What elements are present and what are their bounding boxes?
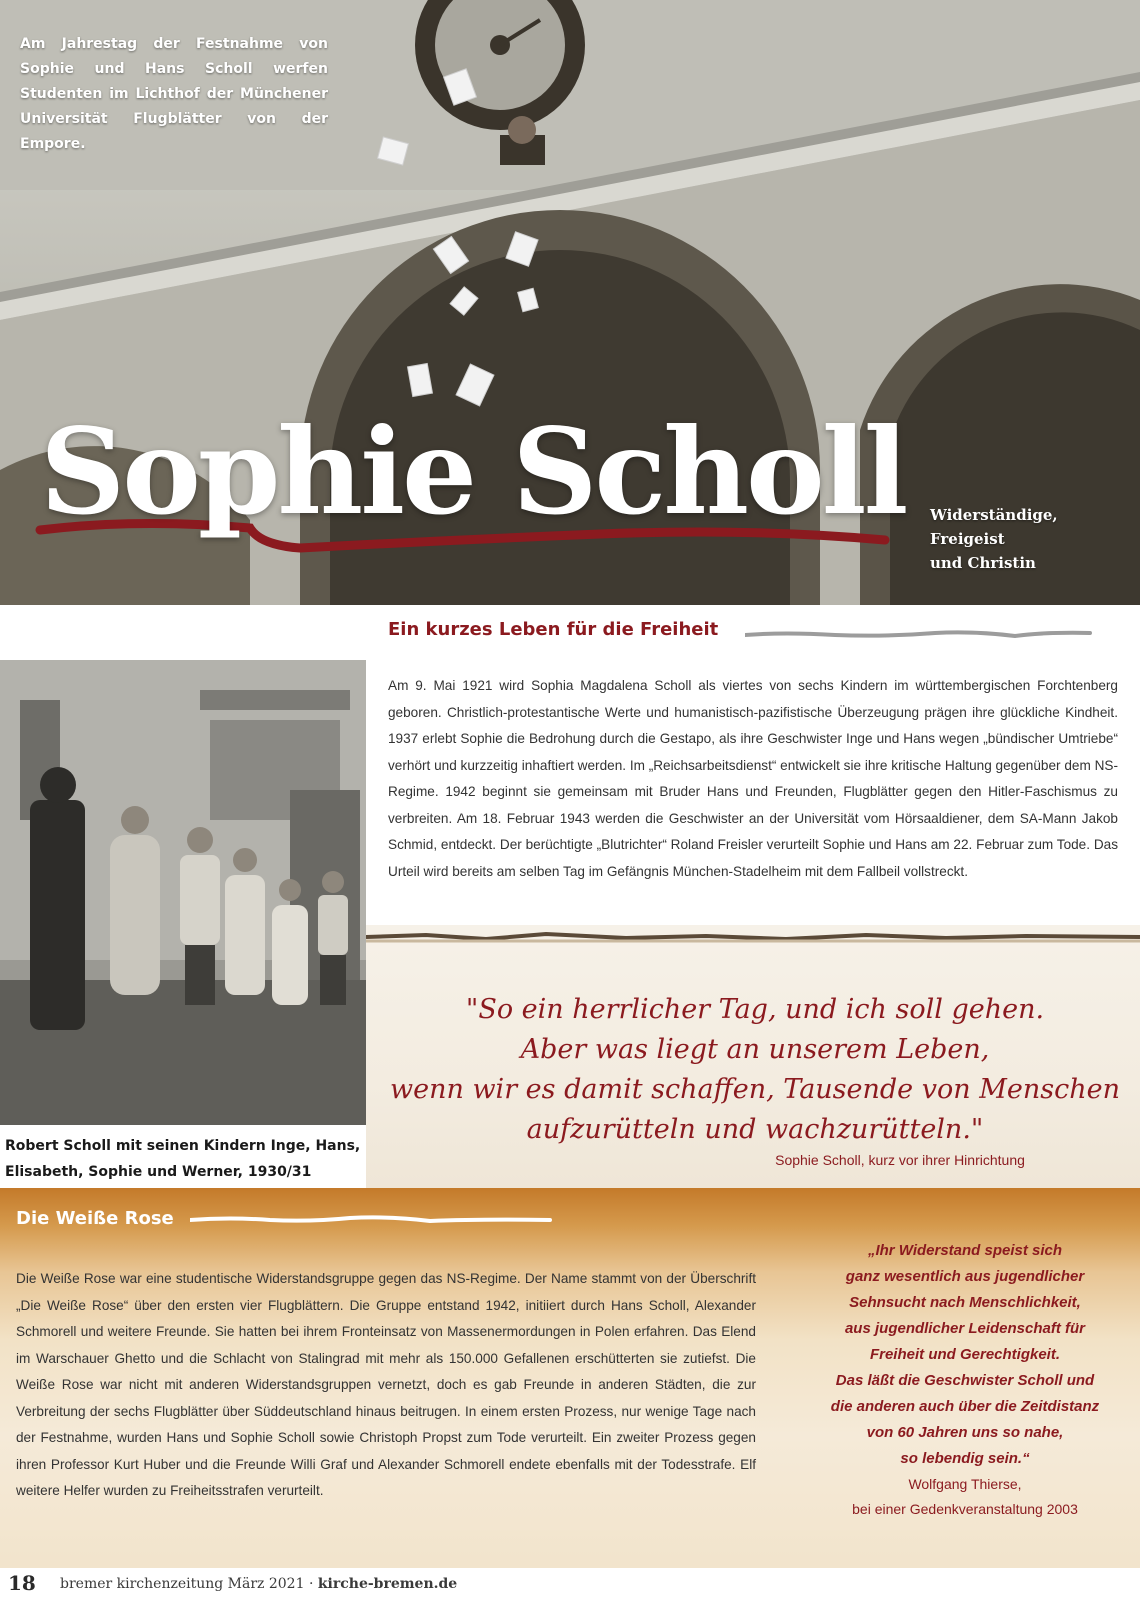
intro-heading: Ein kurzes Leben für die Freiheit	[388, 619, 719, 640]
page-number: 18	[8, 1571, 36, 1595]
sophie-quote-line-3: wenn wir es damit schaffen, Tausende von Menschen	[390, 1074, 1120, 1105]
thierse-quote-line: so lebendig sein.“	[900, 1450, 1030, 1467]
hero-photo-caption: Am Jahrestag der Festnahme von Sophie und Hans Scholl werfen Studenten im Lichthof der Münchener Universität Flugblätter von der Empore.	[20, 36, 328, 152]
intro-body-text: Am 9. Mai 1921 wird Sophia Magdalena Scholl als viertes von sechs Kindern im württembergischen Forchtenberg geboren. Christlich-protestantische Werte und humanistisch-pazifistische Überzeugung prägen ihre glückliche Kindheit. 1937 erlebt Sophie die Bedrohung durch die Gestapo, als ihre Geschwister Inge und Hans wegen „bündischer Umtriebe“ verhört und kurzzeitig inhaftiert werden. Im „Reichsarbeitsdienst“ entwickelt sie ihre kritische Haltung gegenüber dem NS-Regime. 1942 beginnt sie gemeinsam mit Bruder Hans und Freunden, Flugblätter gegen den Hitler-Faschismus zu verbreiten. Am 18. Februar 1943 werden die Geschwister an der Universität vom Hörsaaldiener, dem SA-Mann Jakob Schmid, entdeckt. Der berüchtigte „Blutrichter“ Roland Freisler verurteilt Sophie und Hans am 22. Februar zum Tode. Das Urteil wird bereits am selben Tag im Gefängnis München-Stadelheim mit dem Fallbeil vollstreckt.	[388, 678, 1118, 879]
thierse-quote-line: Sehnsucht nach Menschlichkeit,	[849, 1294, 1081, 1311]
heading-squiggle-decoration	[745, 627, 1095, 641]
heading-squiggle-decoration	[190, 1212, 560, 1226]
thierse-quote-line: aus jugendlicher Leidenschaft für	[844, 1320, 1086, 1337]
thierse-quote-line: „Ihr Widerstand speist sich	[867, 1242, 1063, 1259]
sophie-quote	[390, 990, 1120, 1150]
weisse-rose-section	[0, 1188, 1140, 1568]
hero-subtitle	[930, 503, 1130, 575]
hero-subtitle-line-2: und Christin	[930, 554, 1036, 572]
page-footer	[0, 1568, 1140, 1600]
website-link[interactable]: kirche-bremen.de	[317, 1576, 458, 1592]
paper-tear-decoration	[366, 927, 1140, 947]
thierse-quote-line: Freiheit und Gerechtigkeit.	[869, 1346, 1061, 1363]
thierse-quote-line: Das läßt die Geschwister Scholl und	[835, 1372, 1095, 1389]
thierse-quote-line: von 60 Jahren uns so nahe,	[866, 1424, 1064, 1441]
weisse-rose-body-text: Die Weiße Rose war eine studentische Widerstandsgruppe gegen das NS-Regime. Der Name stammt von der Überschrift „Die Weiße Rose“ über den ersten vier Flugblättern. Die Gruppe entstand 1942, initiiert durch Hans Scholl, Alexander Schmorell und weitere Freunde. Sie hatten bei ihrem Fronteinsatz von Massenermordungen in Polen erfahren. Das Elend im Warschauer Ghetto und die Schlacht von Stalingrad mit mehr als 150.000 Gefallenen erschütterten sie zutiefst. Die Weiße Rose war nicht mit anderen Widerstandsgruppen vernetzt, doch es gab Freunde in anderen Städten, die zur Verbreitung der sechs Flugblätter über Süddeutschland hinaus beitrugen. In einem ersten Prozess, nur wenige Tage nach der Festnahme, wurden Hans und Sophie Scholl sowie Christoph Propst zum Tode verurteilt. Ein zweiter Prozess gegen ihren Professor Kurt Huber und die Freunde Willi Graf und Alexander Schmorell endete ebenfalls mit der Todesstrafe. Elf weitere Helfer wurden zu Freiheitsstrafen verurteilt.	[16, 1271, 756, 1498]
weisse-rose-heading: Die Weiße Rose	[16, 1208, 174, 1229]
sophie-quote-line-2: Aber was liegt an unserem Leben,	[520, 1034, 990, 1065]
thierse-quote-attribution	[800, 1472, 1130, 1522]
page-title: Sophie Scholl	[40, 402, 906, 541]
family-photo-caption-line-2: Elisabeth, Sophie und Werner, 1930/31	[5, 1164, 312, 1180]
family-photo-illustration	[0, 660, 366, 1125]
thierse-quote-author: Wolfgang Thierse,	[908, 1476, 1022, 1492]
thierse-quote-context: bei einer Gedenkveranstaltung 2003	[852, 1501, 1078, 1517]
sophie-quote-line-4: aufzurütteln und wachzurütteln."	[526, 1114, 984, 1145]
hero-subtitle-line-1: Widerständige, Freigeist	[930, 506, 1058, 548]
family-photo-caption	[5, 1133, 365, 1185]
intro-section	[0, 605, 1140, 1188]
thierse-quote-line: die anderen auch über die Zeitdistanz	[830, 1398, 1100, 1415]
thierse-quote	[800, 1238, 1130, 1472]
footer-publication	[60, 1576, 457, 1592]
publication-name: bremer kirchenzeitung März 2021 ·	[60, 1576, 318, 1592]
family-photo-caption-line-1: Robert Scholl mit seinen Kindern Inge, Hans,	[5, 1138, 361, 1154]
family-photo	[0, 660, 366, 1125]
sophie-quote-author: Sophie Scholl, kurz vor ihrer Hinrichtung	[775, 1152, 1025, 1168]
thierse-quote-line: ganz wesentlich aus jugendlicher	[845, 1268, 1085, 1285]
hero-section	[0, 0, 1140, 605]
sophie-quote-line-1: "So ein herrlicher Tag, und ich soll gehen.	[465, 994, 1045, 1025]
